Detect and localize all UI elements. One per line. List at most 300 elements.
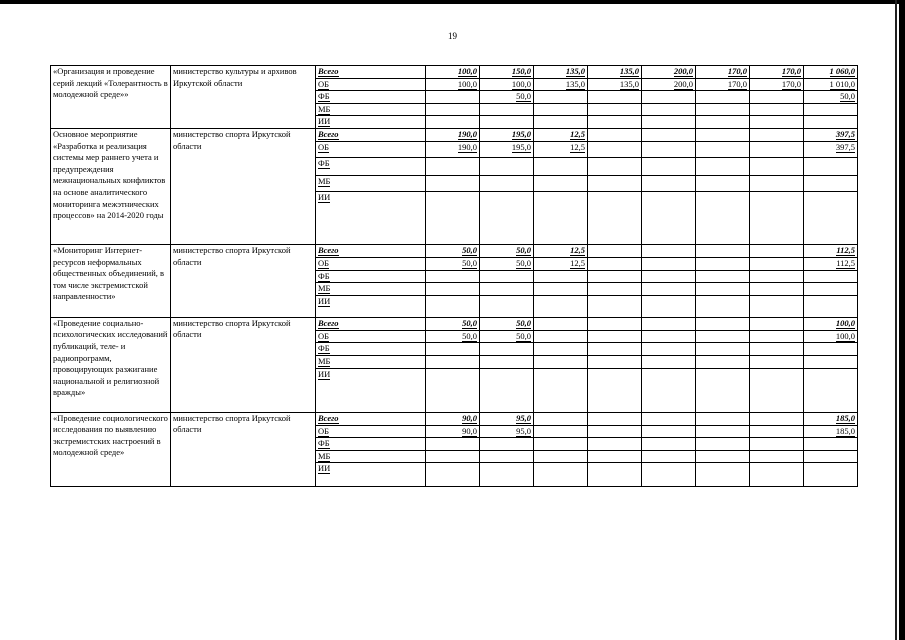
amount-cell — [696, 244, 750, 257]
amount-cell — [426, 283, 480, 296]
amount-cell — [534, 368, 588, 412]
amount-cell — [534, 66, 588, 79]
amount-cell — [480, 103, 534, 116]
amount-cell — [750, 450, 804, 463]
amount-cell — [696, 257, 750, 270]
amount-cell — [696, 66, 750, 79]
amount-cell — [804, 317, 858, 330]
funding-source-label: ФБ — [318, 157, 330, 168]
amount-cell — [480, 128, 534, 141]
amount-value: 170,0 — [781, 66, 801, 76]
amount-cell — [696, 91, 750, 104]
amount-cell — [696, 355, 750, 368]
amount-cell — [426, 463, 480, 487]
funding-source-cell — [316, 330, 426, 343]
amount-cell — [426, 141, 480, 157]
amount-cell — [426, 257, 480, 270]
amount-cell — [750, 157, 804, 175]
amount-cell — [480, 450, 534, 463]
amount-value: 100,0 — [511, 78, 531, 89]
funding-source-label: ФБ — [318, 270, 330, 281]
amount-cell — [534, 295, 588, 317]
funding-source-label: ИИ — [318, 116, 331, 127]
funding-source-label: ОБ — [318, 330, 330, 341]
amount-cell — [750, 317, 804, 330]
amount-value: 50,0 — [840, 91, 855, 102]
amount-cell — [588, 270, 642, 283]
table-row-total — [51, 317, 858, 330]
funding-source-label: ИИ — [318, 191, 331, 202]
funding-source-cell — [316, 425, 426, 438]
amount-cell — [804, 343, 858, 356]
amount-cell — [642, 317, 696, 330]
amount-cell — [804, 157, 858, 175]
amount-cell — [696, 283, 750, 296]
amount-value: 12,5 — [570, 257, 585, 268]
funding-source-cell — [316, 91, 426, 104]
amount-cell — [750, 368, 804, 412]
amount-cell — [426, 425, 480, 438]
amount-cell — [426, 116, 480, 129]
amount-cell — [642, 66, 696, 79]
amount-cell — [642, 368, 696, 412]
amount-cell — [750, 116, 804, 129]
amount-value: 195,0 — [511, 128, 531, 139]
amount-value: 397,5 — [835, 141, 855, 152]
funding-source-label: ОБ — [318, 141, 330, 152]
amount-cell — [804, 175, 858, 191]
funding-source-label: ФБ — [318, 91, 330, 102]
page-number: 19 — [448, 31, 457, 41]
amount-value: 185,0 — [835, 425, 855, 436]
funding-source-cell — [316, 244, 426, 257]
amount-cell — [534, 116, 588, 129]
measure-name-cell: «Проведение социологического исследования по выявлению экстремистских настроений в молодежной среде» — [51, 412, 171, 487]
amount-cell — [696, 295, 750, 317]
amount-cell — [426, 244, 480, 257]
funding-source-cell — [316, 78, 426, 91]
amount-value: 12,5 — [570, 244, 585, 255]
funding-source-cell — [316, 463, 426, 487]
amount-value: 397,5 — [835, 128, 855, 139]
amount-cell — [804, 368, 858, 412]
amount-cell — [804, 283, 858, 296]
amount-cell — [750, 343, 804, 356]
amount-cell — [642, 330, 696, 343]
amount-cell — [588, 355, 642, 368]
amount-cell — [750, 141, 804, 157]
funding-source-label: МБ — [318, 175, 331, 186]
funding-source-cell — [316, 270, 426, 283]
amount-value: 170,0 — [727, 66, 747, 76]
amount-cell — [804, 450, 858, 463]
funding-source-label: ОБ — [318, 425, 330, 436]
amount-value: 135,0 — [565, 78, 585, 89]
amount-cell — [804, 425, 858, 438]
amount-cell — [642, 412, 696, 425]
funding-source-label: ОБ — [318, 78, 330, 89]
executor-cell: министерство спорта Иркутской области — [171, 412, 316, 487]
funding-source-cell — [316, 283, 426, 296]
amount-cell — [642, 295, 696, 317]
amount-cell — [750, 103, 804, 116]
amount-cell — [588, 295, 642, 317]
amount-cell — [426, 438, 480, 451]
table-row-total — [51, 412, 858, 425]
amount-cell — [426, 91, 480, 104]
funding-source-cell — [316, 128, 426, 141]
amount-cell — [426, 295, 480, 317]
amount-cell — [426, 175, 480, 191]
amount-cell — [534, 317, 588, 330]
amount-value: 135,0 — [619, 66, 639, 76]
funding-table — [50, 65, 858, 487]
funding-source-label: МБ — [318, 103, 331, 114]
amount-cell — [480, 270, 534, 283]
amount-cell — [426, 270, 480, 283]
amount-cell — [804, 257, 858, 270]
amount-cell — [588, 78, 642, 91]
amount-cell — [534, 78, 588, 91]
amount-cell — [750, 425, 804, 438]
amount-cell — [480, 175, 534, 191]
amount-cell — [696, 330, 750, 343]
amount-cell — [804, 463, 858, 487]
funding-source-cell — [316, 368, 426, 412]
amount-value: 170,0 — [781, 78, 801, 89]
amount-cell — [750, 78, 804, 91]
amount-cell — [534, 463, 588, 487]
scan-border-top — [0, 0, 905, 4]
amount-cell — [696, 317, 750, 330]
amount-value: 195,0 — [511, 141, 531, 152]
amount-cell — [804, 66, 858, 79]
amount-cell — [534, 412, 588, 425]
amount-cell — [696, 368, 750, 412]
amount-cell — [750, 463, 804, 487]
amount-cell — [588, 175, 642, 191]
funding-source-cell — [316, 438, 426, 451]
amount-value: 200,0 — [673, 66, 693, 76]
amount-cell — [750, 91, 804, 104]
amount-value: 50,0 — [516, 244, 531, 255]
amount-cell — [588, 283, 642, 296]
amount-cell — [534, 257, 588, 270]
funding-source-label: ИИ — [318, 463, 331, 474]
amount-cell — [750, 295, 804, 317]
funding-source-cell — [316, 450, 426, 463]
amount-value: 112,5 — [836, 257, 855, 268]
amount-cell — [588, 368, 642, 412]
amount-cell — [750, 244, 804, 257]
amount-value: 50,0 — [462, 244, 477, 255]
amount-cell — [534, 283, 588, 296]
funding-source-label: Всего — [318, 128, 339, 139]
amount-cell — [534, 128, 588, 141]
amount-cell — [804, 128, 858, 141]
amount-cell — [696, 157, 750, 175]
amount-value: 90,0 — [462, 412, 477, 423]
amount-cell — [642, 191, 696, 244]
amount-value: 135,0 — [619, 78, 639, 89]
amount-cell — [696, 141, 750, 157]
funding-source-label: МБ — [318, 450, 331, 461]
amount-cell — [696, 191, 750, 244]
amount-value: 50,0 — [516, 330, 531, 341]
amount-cell — [750, 270, 804, 283]
amount-cell — [804, 141, 858, 157]
amount-cell — [426, 157, 480, 175]
funding-source-label: Всего — [318, 412, 339, 423]
amount-cell — [804, 91, 858, 104]
amount-cell — [804, 330, 858, 343]
amount-cell — [696, 463, 750, 487]
amount-cell — [642, 270, 696, 283]
funding-source-cell — [316, 295, 426, 317]
amount-cell — [642, 116, 696, 129]
amount-value: 50,0 — [462, 330, 477, 341]
amount-cell — [426, 66, 480, 79]
amount-value: 100,0 — [835, 330, 855, 341]
amount-cell — [588, 438, 642, 451]
amount-value: 50,0 — [516, 91, 531, 102]
amount-cell — [804, 412, 858, 425]
amount-cell — [534, 425, 588, 438]
amount-cell — [642, 103, 696, 116]
amount-cell — [696, 103, 750, 116]
amount-cell — [642, 128, 696, 141]
amount-cell — [480, 116, 534, 129]
amount-cell — [696, 78, 750, 91]
amount-cell — [426, 450, 480, 463]
amount-cell — [426, 317, 480, 330]
scan-border-right — [899, 0, 905, 640]
measure-name-cell: «Мониторинг Интернет-ресурсов неформальных общественных объединений, в том числе экстремистской направленности» — [51, 244, 171, 317]
amount-cell — [534, 91, 588, 104]
amount-cell — [426, 191, 480, 244]
amount-cell — [804, 244, 858, 257]
amount-value: 50,0 — [516, 317, 531, 328]
amount-value: 170,0 — [727, 78, 747, 89]
amount-cell — [804, 78, 858, 91]
amount-cell — [642, 257, 696, 270]
amount-cell — [642, 463, 696, 487]
amount-value: 200,0 — [673, 78, 693, 89]
amount-cell — [480, 157, 534, 175]
funding-source-cell — [316, 257, 426, 270]
amount-value: 112,5 — [836, 244, 855, 255]
amount-cell — [642, 141, 696, 157]
amount-cell — [642, 355, 696, 368]
amount-cell — [588, 343, 642, 356]
amount-cell — [642, 157, 696, 175]
amount-cell — [480, 283, 534, 296]
amount-cell — [480, 355, 534, 368]
amount-cell — [480, 463, 534, 487]
funding-source-cell — [316, 141, 426, 157]
amount-cell — [696, 343, 750, 356]
funding-source-cell — [316, 66, 426, 79]
funding-source-label: ИИ — [318, 295, 331, 306]
amount-cell — [804, 191, 858, 244]
amount-value: 1 010,0 — [829, 78, 855, 89]
table-row-total — [51, 128, 858, 141]
funding-source-cell — [316, 191, 426, 244]
amount-cell — [642, 425, 696, 438]
funding-source-cell — [316, 116, 426, 129]
funding-source-cell — [316, 343, 426, 356]
amount-cell — [588, 128, 642, 141]
amount-cell — [696, 116, 750, 129]
amount-cell — [426, 355, 480, 368]
amount-cell — [642, 175, 696, 191]
amount-cell — [804, 116, 858, 129]
amount-value: 95,0 — [516, 412, 531, 423]
amount-cell — [588, 103, 642, 116]
amount-cell — [480, 91, 534, 104]
amount-cell — [696, 450, 750, 463]
amount-value: 1 060,0 — [829, 66, 855, 76]
amount-cell — [534, 141, 588, 157]
amount-cell — [750, 438, 804, 451]
amount-cell — [534, 450, 588, 463]
amount-cell — [588, 425, 642, 438]
amount-value: 50,0 — [462, 317, 477, 328]
funding-source-label: ФБ — [318, 438, 330, 449]
amount-value: 12,5 — [570, 141, 585, 152]
amount-cell — [480, 425, 534, 438]
amount-value: 50,0 — [516, 257, 531, 268]
amount-cell — [642, 450, 696, 463]
amount-cell — [588, 157, 642, 175]
amount-cell — [804, 355, 858, 368]
amount-cell — [426, 103, 480, 116]
amount-cell — [696, 425, 750, 438]
amount-value: 100,0 — [457, 78, 477, 89]
amount-value: 190,0 — [457, 141, 477, 152]
amount-cell — [588, 141, 642, 157]
amount-cell — [480, 368, 534, 412]
amount-cell — [750, 257, 804, 270]
amount-cell — [588, 257, 642, 270]
funding-source-label: МБ — [318, 283, 331, 294]
amount-cell — [426, 78, 480, 91]
amount-cell — [426, 330, 480, 343]
amount-cell — [750, 330, 804, 343]
measure-name-cell: «Организация и проведение серий лекций «Толерантность в молодежной среде»» — [51, 66, 171, 129]
amount-cell — [696, 175, 750, 191]
funding-source-label: ОБ — [318, 257, 330, 268]
amount-cell — [480, 191, 534, 244]
amount-cell — [750, 175, 804, 191]
amount-cell — [426, 412, 480, 425]
table-row-total — [51, 66, 858, 79]
amount-value: 12,5 — [570, 128, 585, 139]
amount-cell — [480, 438, 534, 451]
amount-cell — [480, 141, 534, 157]
amount-cell — [750, 283, 804, 296]
amount-cell — [750, 191, 804, 244]
amount-value: 185,0 — [835, 412, 855, 423]
amount-value: 135,0 — [565, 66, 585, 76]
measure-name-cell: Основное мероприятие «Разработка и реализация системы мер раннего учета и предупреждения межнациональных конфликтов на основе аналитического мониторинга межэтнических процессов» на 2014-2020 годы — [51, 128, 171, 244]
amount-cell — [426, 128, 480, 141]
amount-cell — [480, 295, 534, 317]
amount-value: 50,0 — [462, 257, 477, 268]
amount-value: 150,0 — [511, 66, 531, 76]
amount-cell — [588, 330, 642, 343]
amount-cell — [588, 463, 642, 487]
amount-cell — [696, 128, 750, 141]
amount-cell — [750, 66, 804, 79]
amount-cell — [588, 116, 642, 129]
amount-cell — [534, 191, 588, 244]
amount-cell — [750, 412, 804, 425]
amount-cell — [804, 295, 858, 317]
amount-cell — [750, 355, 804, 368]
amount-cell — [480, 343, 534, 356]
funding-source-cell — [316, 412, 426, 425]
funding-source-cell — [316, 317, 426, 330]
amount-cell — [534, 175, 588, 191]
amount-cell — [642, 283, 696, 296]
amount-cell — [534, 355, 588, 368]
amount-cell — [588, 244, 642, 257]
amount-cell — [534, 103, 588, 116]
amount-cell — [696, 412, 750, 425]
amount-cell — [480, 78, 534, 91]
amount-cell — [588, 450, 642, 463]
amount-cell — [534, 330, 588, 343]
amount-cell — [642, 438, 696, 451]
amount-cell — [642, 244, 696, 257]
amount-value: 95,0 — [516, 425, 531, 436]
amount-value: 100,0 — [835, 317, 855, 328]
amount-cell — [480, 257, 534, 270]
measure-name-cell: «Проведение социально-психологических исследований публикаций, теле- и радиопрограмм, провоцирующих разжигание национальной и религиозной вражды» — [51, 317, 171, 412]
funding-source-cell — [316, 157, 426, 175]
amount-cell — [588, 66, 642, 79]
funding-source-label: Всего — [318, 317, 339, 328]
funding-source-label: ИИ — [318, 368, 331, 379]
table-row-total — [51, 244, 858, 257]
amount-value: 100,0 — [457, 66, 477, 76]
funding-source-label: МБ — [318, 355, 331, 366]
funding-source-label: ФБ — [318, 343, 330, 354]
amount-cell — [588, 317, 642, 330]
amount-cell — [804, 270, 858, 283]
amount-cell — [696, 270, 750, 283]
executor-cell: министерство спорта Иркутской области — [171, 128, 316, 244]
amount-cell — [480, 244, 534, 257]
executor-cell: министерство спорта Иркутской области — [171, 317, 316, 412]
amount-cell — [750, 128, 804, 141]
funding-source-cell — [316, 175, 426, 191]
executor-cell: министерство спорта Иркутской области — [171, 244, 316, 317]
amount-cell — [642, 78, 696, 91]
scan-border-right-inner — [895, 0, 897, 640]
amount-cell — [480, 330, 534, 343]
funding-source-label: Всего — [318, 244, 339, 255]
amount-cell — [534, 244, 588, 257]
funding-source-label: Всего — [318, 66, 339, 76]
amount-cell — [534, 270, 588, 283]
amount-cell — [588, 191, 642, 244]
funding-source-cell — [316, 355, 426, 368]
amount-cell — [696, 438, 750, 451]
amount-cell — [642, 343, 696, 356]
amount-cell — [480, 317, 534, 330]
